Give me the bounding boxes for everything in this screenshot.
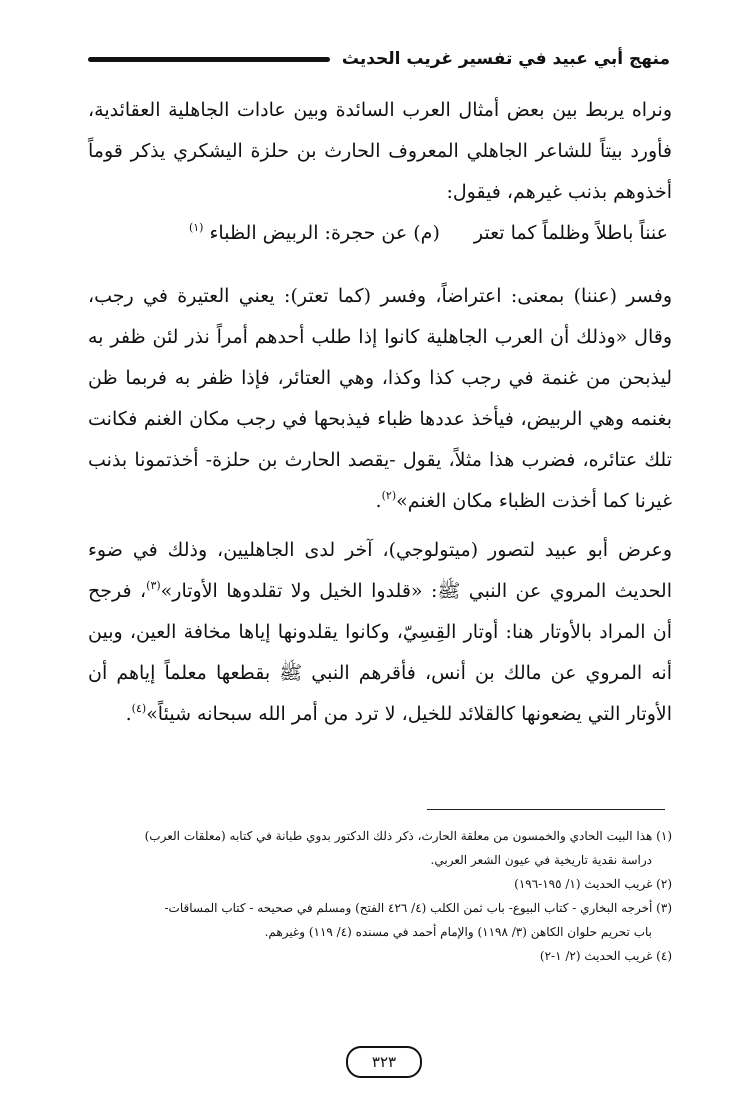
header-rule (88, 57, 330, 62)
footnote-1: (١) هذا البيت الحادي والخمسون من معلقة الحارث، ذكر ذلك الدكتور بدوي طبانة في كتابه (معلقات العرب) (144, 829, 672, 843)
paragraph-3: وعرض أبو عبيد لتصور (ميتولوجي)، آخر لدى الجاهليين، وذلك في ضوء الحديث المروي عن النبي ﷺ: «قلدوا الخيل ولا تقلدوها الأوتار»$^{(٣)}$، فرجح أن المراد بالأوتار هنا: أوتار القِسِيّ، وكانوا يقلدونها إياها مخافة العين، وبين أنه المروي عن مالك بن أنس، فأقرهم النبي ﷺ بقطعها معلماً إياهم أن الأوتار التي يضعونها كالقلائد للخيل، لا ترد من أمر الله سبحانه شيئاً»$^{(٤)}$. (88, 539, 673, 725)
footnote-ref-1: (١) (188, 221, 204, 234)
footnote-2: (٢) غريب الحديث (١/ ١٩٥-١٩٦) (514, 877, 672, 891)
book-title: منهج أبي عبيد في تفسير غريب الحديث (341, 49, 670, 69)
footnote-ref-2: (٢) (381, 489, 397, 502)
footnote-ref-4: (٤) (131, 702, 147, 715)
verse-hemistich-1: عنناً باطلاً وظلماً كما تعتر (473, 222, 668, 244)
footnote-ref-3: (٣) (146, 579, 161, 592)
running-header (88, 42, 670, 76)
footnote-separator (427, 809, 665, 810)
paragraph-1: ونراه يربط بين بعض أمثال العرب السائدة وبين عادات الجاهلية العقائدية، فأورد بيتاً للشاعر الجاهلي المعروف الحارث بن حلزة اليشكري يذكر قوماً أخذوهم بذنب غيرهم، فيقول: (88, 99, 672, 203)
page-number: ٣٢٣ (346, 1046, 422, 1078)
verse-hemistich-2: (م) عن حجرة: الربيض الظباء $^{(١)}$ (188, 221, 440, 244)
footnotes (86, 824, 672, 968)
footnote-3: (٣) أخرجه البخاري - كتاب البيوع- باب ثمن الكلب (٤/ ٤٢٦ الفتح) ومسلم في صحيحه - كتاب المساقات- (164, 901, 672, 915)
footnote-4: (٤) غريب الحديث (٢/ ١-٢) (539, 949, 672, 963)
paragraph-2: وفسر (عننا) بمعنى: اعتراضاً، وفسر (كما تعتر): يعني العتيرة في رجب، وقال «وذلك أن العرب الجاهلية كانوا إذا طلب أحدهم أمراً نذر لئن ظفر به ليذبحن من غنمة في رجب كذا وكذا، وهي العتائر، فإذا ظفر به فربما ظن بغنمه وهي الربيض، فيأخذ عددها ظباء فيذبحها في رجب مكان الغنم فكانت تلك عتائره، فضرب هذا مثلاً، يقول -يقصد الحارث بن حلزة- أخذتمونا بذنب غيرنا كما أخذت الظباء مكان الغنم»$^{(٢)}$. (88, 285, 672, 512)
poetry-verse (88, 213, 672, 254)
footnote-1-continued: دراسة نقدية تاريخية في عيون الشعر العربي. (430, 853, 652, 867)
footnote-3-continued: باب تحريم حلوان الكاهن (٣/ ١١٩٨) والإمام أحمد في مسنده (٤/ ١١٩) وغيرهم. (264, 925, 652, 939)
main-text (88, 90, 672, 735)
